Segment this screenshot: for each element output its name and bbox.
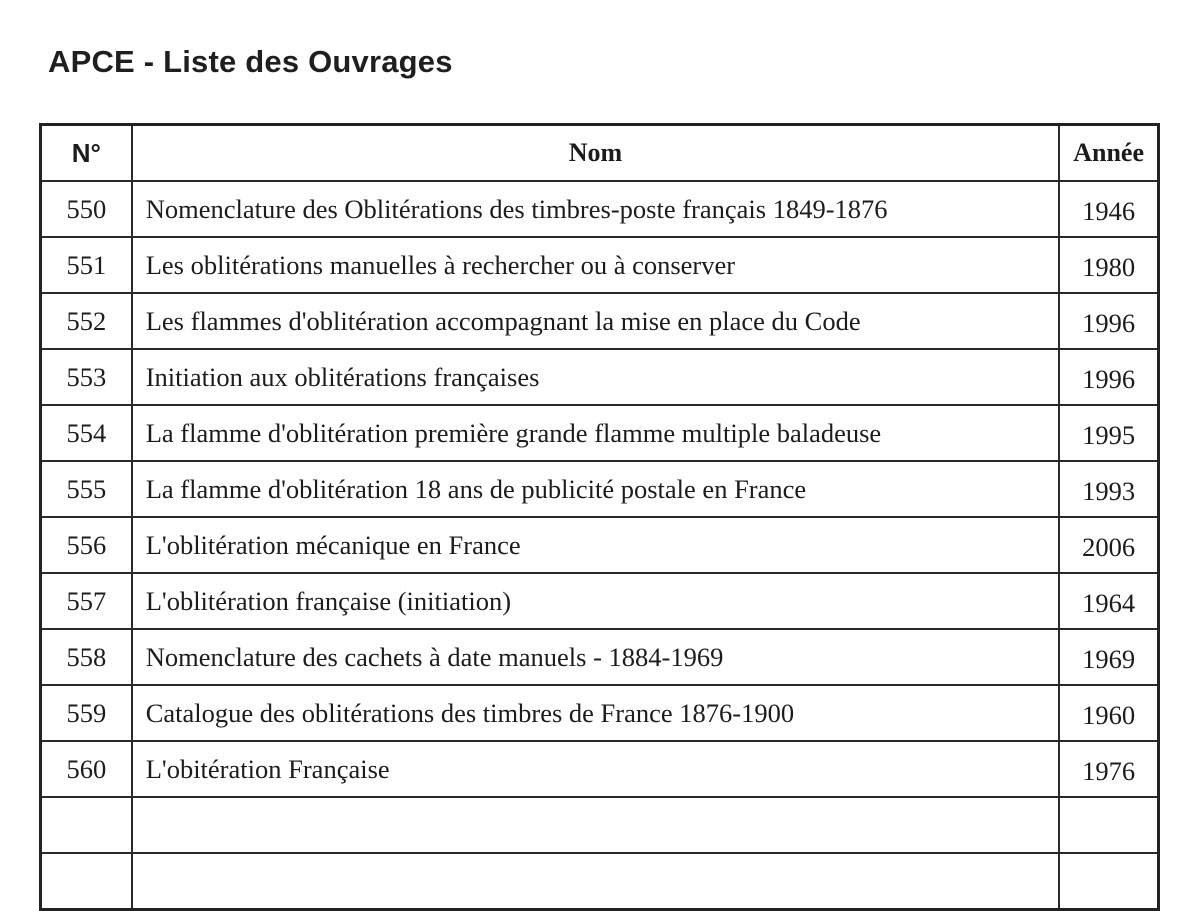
- cell-name: Nomenclature des cachets à date manuels - 1884-1969: [132, 629, 1059, 685]
- column-header-number: N°: [41, 125, 132, 182]
- cell-name: Nomenclature des Oblitérations des timbres-poste français 1849-1876: [132, 181, 1059, 237]
- cell-number: [41, 797, 132, 853]
- cell-name: Les oblitérations manuelles à rechercher ou à conserver: [132, 237, 1059, 293]
- table-row: [41, 629, 1159, 685]
- cell-year: [1059, 853, 1158, 910]
- table-row: [41, 685, 1159, 741]
- cell-name: Initiation aux oblitérations françaises: [132, 349, 1059, 405]
- column-header-year: Année: [1059, 125, 1158, 182]
- cell-year: [1059, 797, 1158, 853]
- cell-name: La flamme d'oblitération première grande flamme multiple baladeuse: [132, 405, 1059, 461]
- table-row-empty: [41, 797, 1159, 853]
- books-table: [39, 123, 1160, 911]
- table-row: [41, 237, 1159, 293]
- cell-number: 552: [41, 293, 132, 349]
- cell-year: 1976: [1059, 741, 1158, 797]
- cell-year: 1980: [1059, 237, 1158, 293]
- cell-name: L'obitération Française: [132, 741, 1059, 797]
- cell-name: Les flammes d'oblitération accompagnant la mise en place du Code: [132, 293, 1059, 349]
- cell-name: La flamme d'oblitération 18 ans de publicité postale en France: [132, 461, 1059, 517]
- cell-year: 1960: [1059, 685, 1158, 741]
- table-row-empty: [41, 853, 1159, 910]
- cell-number: 558: [41, 629, 132, 685]
- cell-number: [41, 853, 132, 910]
- table-row: [41, 741, 1159, 797]
- table-row: [41, 573, 1159, 629]
- cell-year: 1964: [1059, 573, 1158, 629]
- column-header-name: Nom: [132, 125, 1059, 182]
- cell-number: 557: [41, 573, 132, 629]
- table-row: [41, 405, 1159, 461]
- cell-number: 551: [41, 237, 132, 293]
- header-row: [41, 125, 1159, 182]
- cell-number: 560: [41, 741, 132, 797]
- cell-year: 1995: [1059, 405, 1158, 461]
- cell-name: [132, 797, 1059, 853]
- cell-year: 1996: [1059, 293, 1158, 349]
- cell-year: 1996: [1059, 349, 1158, 405]
- table-row: [41, 181, 1159, 237]
- cell-year: 1946: [1059, 181, 1158, 237]
- cell-name: L'oblitération française (initiation): [132, 573, 1059, 629]
- cell-number: 550: [41, 181, 132, 237]
- table-row: [41, 349, 1159, 405]
- cell-number: 555: [41, 461, 132, 517]
- cell-name: Catalogue des oblitérations des timbres de France 1876-1900: [132, 685, 1059, 741]
- cell-number: 559: [41, 685, 132, 741]
- table-row: [41, 517, 1159, 573]
- table-body: [41, 181, 1159, 910]
- table-row: [41, 461, 1159, 517]
- cell-year: 1969: [1059, 629, 1158, 685]
- cell-number: 556: [41, 517, 132, 573]
- cell-name: [132, 853, 1059, 910]
- cell-number: 553: [41, 349, 132, 405]
- page-title: APCE - Liste des Ouvrages: [48, 44, 453, 79]
- cell-year: 2006: [1059, 517, 1158, 573]
- table-row: [41, 293, 1159, 349]
- cell-number: 554: [41, 405, 132, 461]
- cell-name: L'oblitération mécanique en France: [132, 517, 1059, 573]
- table-header: [41, 125, 1159, 182]
- cell-year: 1993: [1059, 461, 1158, 517]
